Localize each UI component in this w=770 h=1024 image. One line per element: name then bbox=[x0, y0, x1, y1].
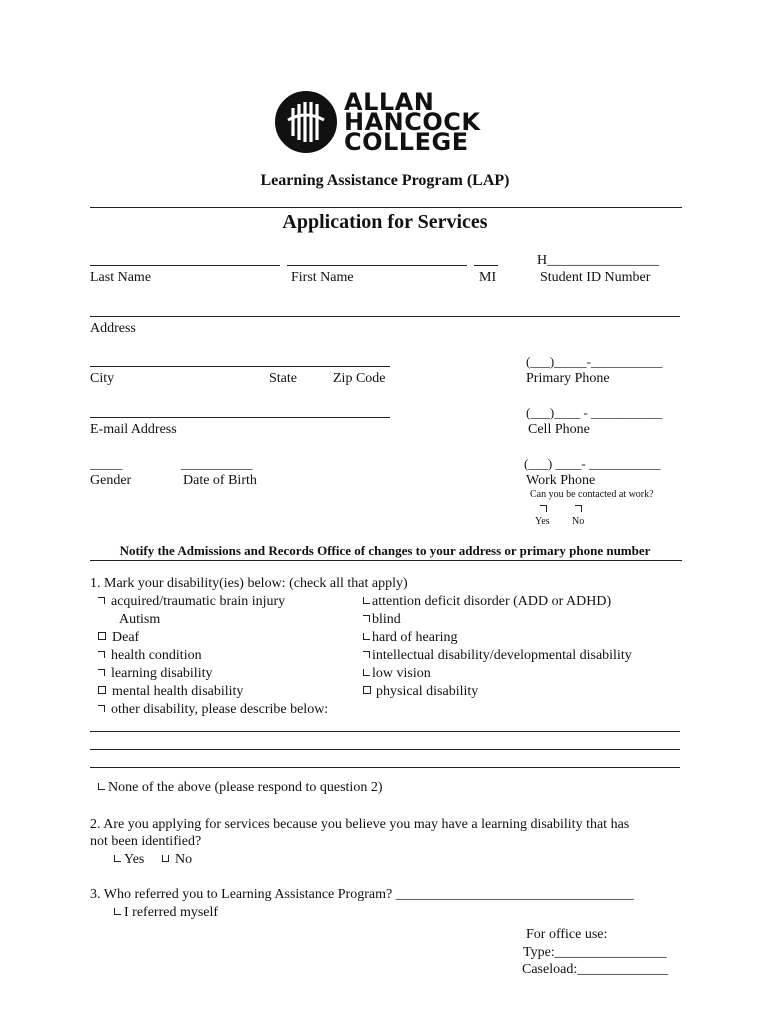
last-name-field[interactable] bbox=[90, 265, 280, 266]
dob-field[interactable]: ___________ bbox=[181, 456, 253, 471]
q1-option-hard-of-hearing[interactable]: hard of hearing bbox=[363, 629, 458, 646]
q2-prompt-line1: 2. Are you applying for services because you believe you may have a learning disability that has bbox=[90, 817, 630, 832]
checkbox-icon bbox=[114, 908, 121, 915]
cell-phone-field[interactable]: (___)____ - ___________ bbox=[526, 405, 663, 420]
college-seal-icon bbox=[274, 90, 340, 154]
q3-prompt: 3. Who referred you to Learning Assistance Program? __________________________________ bbox=[90, 887, 634, 902]
work-no-checkbox[interactable] bbox=[575, 505, 582, 512]
first-name-label: First Name bbox=[291, 270, 354, 285]
q1-option-other[interactable]: other disability, please describe below: bbox=[98, 701, 328, 718]
checkbox-icon bbox=[98, 783, 105, 790]
q2-prompt-line2: not been identified? bbox=[90, 834, 202, 849]
work-no-label: No bbox=[572, 516, 585, 527]
checkbox-icon bbox=[98, 669, 105, 676]
gender-field[interactable]: _____ bbox=[90, 456, 123, 471]
q1-option-deaf[interactable]: Deaf bbox=[98, 629, 139, 646]
work-phone-label: Work Phone bbox=[526, 473, 596, 488]
city-label: City bbox=[90, 371, 115, 386]
gender-label: Gender bbox=[90, 473, 132, 488]
work-yes-label: Yes bbox=[535, 516, 550, 527]
checkbox-icon bbox=[162, 855, 169, 862]
student-id-label: Student ID Number bbox=[540, 270, 651, 285]
page-title: Application for Services bbox=[282, 211, 488, 233]
q1-option-health[interactable]: health condition bbox=[98, 647, 202, 664]
q1-option-physical[interactable]: physical disability bbox=[363, 683, 478, 700]
q3-self-referred-option[interactable]: I referred myself bbox=[114, 904, 218, 921]
checkbox-icon bbox=[363, 633, 370, 640]
logo-line-1: ALLAN bbox=[344, 88, 435, 116]
primary-phone-field[interactable]: (___)_____-___________ bbox=[526, 354, 663, 369]
notice-text: Notify the Admissions and Records Office of changes to your address or primary phone number bbox=[119, 543, 651, 558]
logo-line-3: COLLEGE bbox=[344, 128, 469, 156]
office-use-heading: For office use: bbox=[526, 927, 608, 942]
q1-option-intellectual[interactable]: intellectual disability/developmental disability bbox=[363, 647, 632, 664]
email-label: E-mail Address bbox=[90, 422, 177, 437]
logo-line-2: HANCOCK bbox=[344, 108, 481, 136]
work-phone-field[interactable]: (___) ____- ___________ bbox=[524, 456, 661, 471]
checkbox-icon bbox=[98, 686, 106, 694]
last-name-label: Last Name bbox=[90, 270, 152, 285]
mi-field[interactable] bbox=[474, 265, 498, 266]
address-label: Address bbox=[90, 321, 136, 336]
checkbox-icon bbox=[363, 615, 370, 622]
q1-prompt: 1. Mark your disability(ies) below: (check all that apply) bbox=[90, 576, 408, 591]
q1-option-none[interactable]: None of the above (please respond to question 2) bbox=[98, 779, 382, 796]
checkbox-icon bbox=[363, 686, 371, 694]
checkbox-icon bbox=[98, 632, 106, 640]
checkbox-icon bbox=[363, 597, 370, 604]
office-caseload-field: Caseload:_____________ bbox=[522, 962, 669, 977]
cell-phone-label: Cell Phone bbox=[528, 422, 590, 437]
mi-label: MI bbox=[479, 270, 497, 285]
q2-yes-option[interactable]: Yes bbox=[114, 851, 144, 868]
email-field[interactable] bbox=[90, 417, 390, 418]
header-divider bbox=[90, 207, 682, 208]
work-yes-checkbox[interactable] bbox=[540, 505, 547, 512]
program-title: Learning Assistance Program (LAP) bbox=[260, 172, 510, 189]
q1-option-mental-health[interactable]: mental health disability bbox=[98, 683, 243, 700]
q1-option-low-vision[interactable]: low vision bbox=[363, 665, 431, 682]
dob-label: Date of Birth bbox=[183, 473, 257, 488]
college-logo bbox=[274, 90, 499, 154]
describe-line-2[interactable] bbox=[90, 749, 680, 750]
notice-divider bbox=[90, 560, 682, 561]
q1-option-add-adhd[interactable]: attention deficit disorder (ADD or ADHD) bbox=[363, 593, 611, 610]
office-type-field: Type:________________ bbox=[523, 945, 667, 960]
checkbox-icon bbox=[98, 597, 105, 604]
q2-no-option[interactable]: No bbox=[162, 851, 192, 868]
q1-option-learning[interactable]: learning disability bbox=[98, 665, 212, 682]
work-contact-question: Can you be contacted at work? bbox=[530, 489, 654, 500]
q1-option-blind[interactable]: blind bbox=[363, 611, 401, 628]
address-field[interactable] bbox=[90, 316, 680, 317]
checkbox-icon bbox=[363, 669, 370, 676]
checkbox-icon bbox=[98, 705, 105, 712]
describe-line-1[interactable] bbox=[90, 731, 680, 732]
first-name-field[interactable] bbox=[287, 265, 467, 266]
city-state-zip-field[interactable] bbox=[90, 366, 390, 367]
q1-option-brain-injury[interactable]: acquired/traumatic brain injury bbox=[98, 593, 285, 610]
zip-label: Zip Code bbox=[333, 371, 386, 386]
checkbox-icon bbox=[363, 651, 370, 658]
q1-option-autism[interactable]: Autism bbox=[119, 612, 161, 627]
state-label: State bbox=[269, 371, 297, 386]
primary-phone-label: Primary Phone bbox=[526, 371, 610, 386]
checkbox-icon bbox=[114, 855, 121, 862]
student-id-field[interactable]: H________________ bbox=[537, 253, 660, 268]
checkbox-icon bbox=[98, 651, 105, 658]
describe-line-3[interactable] bbox=[90, 767, 680, 768]
